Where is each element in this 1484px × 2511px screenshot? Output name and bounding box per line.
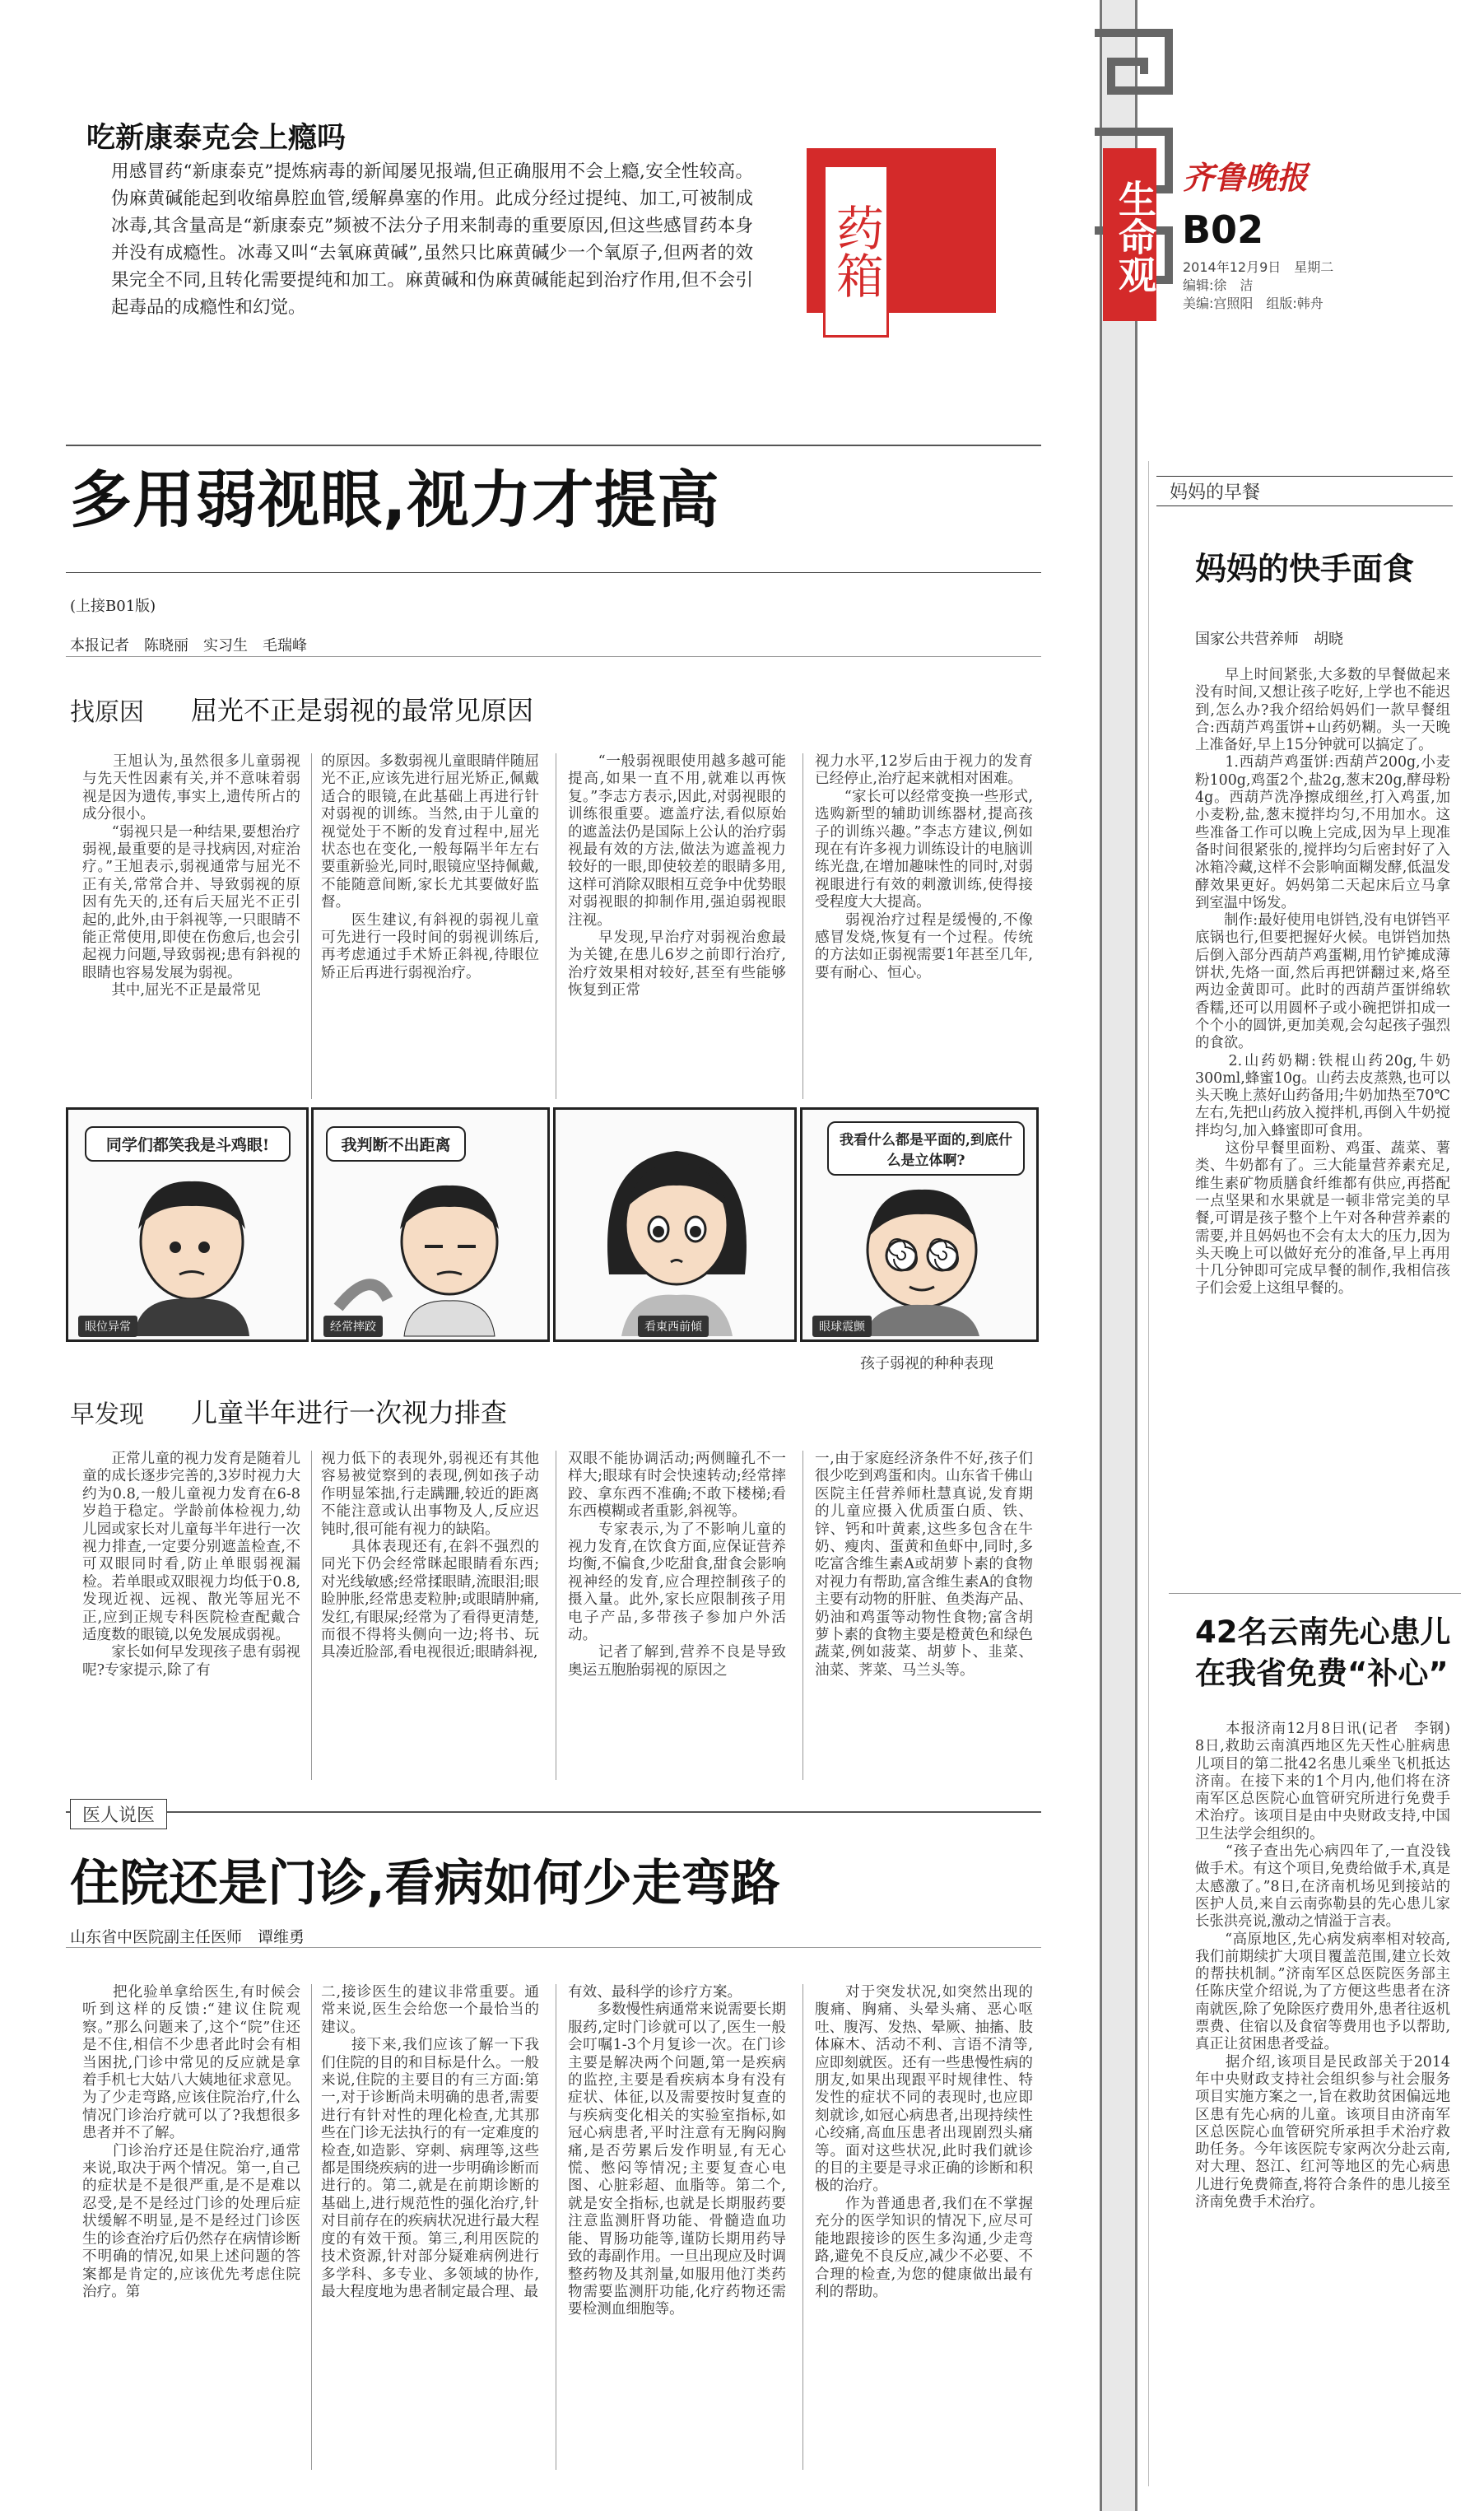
col-divider	[311, 1984, 312, 2470]
dizzy-boy-icon	[840, 1180, 1004, 1336]
right-column-divider	[1148, 461, 1149, 2486]
col-divider	[311, 753, 312, 1099]
breakfast-column-tag: 妈妈的早餐	[1156, 476, 1453, 506]
breakfast-text: 早上时间紧张,大多数的早餐做起来没有时间,又想让孩子吃好,上学也不能迟到,怎么办?我介绍给妈妈们一款早餐组合:西葫芦鸡蛋饼+山药奶糊。头一天晚上准备好,早上15分钟就可以搞定了。 1.西葫芦鸡蛋饼:西葫芦200g,小麦粉100g,鸡蛋2个,盐2g,葱末20g,酵母粉4g。西葫芦洗净擦成细丝,打入鸡蛋,加小麦粉,盐,葱末搅拌均匀,不用加水。这些准备工作可以晚上完成,因为早上现准备时间很紧张的,搅拌均匀后密封好了入冰箱冷藏,这样不会影响面糊发酵,低温发酵效果更好。妈妈第二天起床后立马拿到室温中饧发。 制作:最好使用电饼铛,没有电饼铛平底锅也行,但要把握好火候。电饼铛加热后倒入部分西葫芦鸡蛋糊,用竹铲摊成薄饼状,先烙一面,然后再把饼翻过来,烙至两边金黄即可。此时的西葫芦蛋饼绵软香糯,还可以用圆杯子或小碗把饼扣成一个个小的圆饼,更加美观,会勾起孩子强烈的食欲。 2.山药奶糊:铁棍山药20g,牛奶300ml,蜂蜜10g。山药去皮蒸熟,也可以头天晚上蒸好山药备用;牛奶加热至70℃左右,先把山药放入搅拌机,再倒入牛奶搅拌均匀,加入蜂蜜即可食用。 这份早餐里面粉、鸡蛋、蔬菜、薯类、牛奶都有了。三大能量营养素充足,维生素矿物质膳食纤维都有供应,再搭配一点坚果和水果就是一顿非常完美的早餐,可谓是孩子整个上午对各种营养素的需要,并且妈妈也不会有太大的压力,因为头天晚上可以做好充分的准备,早上再用十几分钟即可完成早餐的制作,我相信孩子们会爱上这组早餐的。	[1195, 667, 1450, 1297]
col-divider	[311, 1451, 312, 1780]
col-divider	[802, 1984, 803, 2470]
editor-line: 编辑:徐 洁	[1183, 277, 1254, 293]
comic-panel-3	[553, 1107, 797, 1342]
hospital-col-3: 有效、最科学的诊疗方案。 多数慢性病通常来说需要长期服药,定时门诊就可以了,医生一般会叮嘱1-3个月复诊一次。在门诊主要是解决两个问题,第一是疾病的监控,主要是看疾病本身有没有症状、体征,以及需要按时复查的与疾病变化相关的实验室指标,如冠心病患者,平时注意有无胸闷胸痛,是否劳累后发作明显,有无心慌、憋闷等情况;主要复查心电图、心脏彩超、血脂等。第二个,就是安全指标,也就是长期服药要注意监测肝肾功能、骨髓造血功能、胃肠功能等,谨防长期用药导致的毒副作用。一旦出现应及时调整药物及其剂量,如服用他汀类药物需要监测肝功能,化疗药物还需要检测血细胞等。	[568, 1984, 786, 2318]
comic-tag-2: 经常摔跤	[323, 1316, 383, 1337]
comic-panel-1	[66, 1107, 309, 1342]
comic-bubble-2: 我判断不出距离	[326, 1126, 466, 1162]
lead-headline: 多用弱视眼,视力才提高	[70, 464, 720, 536]
medicine-box-label: 药箱	[823, 165, 889, 338]
yunnan-text: 本报济南12月8日讯(记者 李钢) 8日,救助云南滇西地区先天性心脏病患儿项目的第二批42名患儿乘坐飞机抵达济南。在接下来的1个月内,他们将在济南军区总医院心血管研究所进行免费手术治疗。该项目是由中央财政支持,中国卫生法学会组织的。 “孩子查出先心病四年了,一直没钱做手术。有这个项目,免费给做手术,真是太感激了。”8日,在济南机场见到接站的医护人员,来自云南弥勒县的先心患儿家长张洪亮说,激动之情溢于言表。 “高原地区,先心病发病率相对较高,我们前期续扩大项目覆盖范围,建立长效的帮扶机制。”济南军区总医院医务部主任陈庆堂介绍说,为了方便这些患者在济南就医,除了免除医疗费用外,患者往返机票费、住宿以及食宿等费用也予以帮助,真正让贫困患者受益。 据介绍,该项目是民政部关于2014年中央财政支持社会组织参与社会服务项目实施方案之一,旨在救助贫困偏远地区患有先心病的儿童。该项目由济南军区总医院心血管研究所承担手术治疗救助任务。今年该医院专家两次分赴云南,对大理、怒江、红河等地区的先心病患儿进行免费筛查,将符合条件的患儿接至济南免费手术治疗。	[1195, 1721, 1450, 2211]
design-line: 美编:宫照阳 组版:韩舟	[1183, 296, 1324, 311]
sec1-col-4: 视力水平,12岁后由于视力的发育已经停止,治疗起来就相对困难。 “家长可以经常变换一些形式,选购新型的辅助训练器材,提高孩子的训练兴趣。”李志方建议,例如现在有许多视力训练设计的电脑训练光盘,在增加趣味性的同时,对弱视眼进行有效的刺激训练,使得接受程度大大提高。 弱视治疗过程是缓慢的,不像感冒发烧,恢复有一个过程。传统的方法如正弱视需要1年甚至几年,要有耐心、恒心。	[815, 753, 1033, 981]
col-divider	[802, 1451, 803, 1780]
girl-figure-icon	[588, 1126, 765, 1336]
hospital-col-4: 对于突发状况,如突然出现的腹痛、胸痛、头晕头痛、恶心呕吐、腹泻、发热、晕厥、抽搐、肢体麻木、活动不利、言语不清等,应即刻就医。还有一些患慢性病的朋友,如果出现跟平时规律性、特发性的症状不同的表现时,也应即刻就诊,如冠心病患者,出现持续性心绞痛,高血压患者出现剧烈头痛等。面对这些状况,此时我们就诊的目的主要是寻求正确的诊断和积极的治疗。 作为普通患者,我们在不掌握充分的医学知识的情况下,应尽可能地跟接诊的医生多沟通,少走弯路,避免不良反应,减少不必要、不合理的检查,为您的健康做出最有利的帮助。	[815, 1984, 1033, 2300]
comic-tag-1: 眼位异常	[78, 1316, 137, 1337]
breakfast-author: 国家公共营养师 胡晓	[1195, 631, 1343, 648]
comic-bubble-1: 同学们都笑我是斗鸡眼!	[85, 1126, 291, 1162]
comic-tag-3: 看東西前傾	[638, 1316, 709, 1337]
lead-top-rule	[66, 445, 1041, 446]
paper-logo: 齐鲁晚报	[1183, 159, 1309, 196]
lead-headline-rule	[66, 572, 1041, 573]
hospital-headline: 住院还是门诊,看病如何少走弯路	[70, 1855, 780, 1912]
hospital-col-1: 把化验单拿给医生,有时候会听到这样的反馈:“建议住院观察。”那么问题来了,这个“院”住还是不住,相信不少患者此时会有相当困扰,门诊中常见的反应就是拿着手机七大姑八大姨地征求意见。为了少走弯路,应该住院治疗,什么情况门诊治疗就可以了?我想很多患者并不了解。 门诊治疗还是住院治疗,通常来说,取决于两个情况。第一,自己的症状是不是很严重,是不是难以忍受,是不是经过门诊的处理后症状缓解不明显,是不是经过门诊医生的诊查治疗后仍然存在病情诊断不明确的情况,如果上述问题的答案都是肯定的,应该优先考虑住院治疗。第	[82, 1984, 300, 2300]
subhead-2-title: 儿童半年进行一次视力排查	[191, 1397, 508, 1428]
comic-panel-2	[311, 1107, 550, 1342]
medicine-box-title: 吃新康泰克会上瘾吗	[86, 122, 347, 155]
lead-byline: 本报记者 陈晓丽 实习生 毛瑞峰	[70, 637, 307, 655]
subhead-2-tag: 早发现	[70, 1400, 144, 1429]
breakfast-title: 妈妈的快手面食	[1195, 551, 1415, 587]
yunnan-title: 42名云南先心患儿在我省免费“补心”	[1195, 1614, 1451, 1691]
sec1-col-2: 的原因。多数弱视儿童眼睛伴随屈光不正,应该先进行屈光矫正,佩戴适合的眼镜,在此基础上再进行针对弱视的训练。当然,由于儿童的视觉处于不断的发育过程中,屈光状态也在变化,一般每隔半年左右要重新验光,同时,眼镜应坚持佩戴,不能随意间断,家长尤其要做好监督。 医生建议,有斜视的弱视儿童可先进行一段时间的弱视训练后,再考虑通过手术矫正斜视,待眼位矫正后再进行弱视治疗。	[321, 753, 539, 981]
byline-rule	[66, 656, 1041, 657]
date-line: 2014年12月9日 星期二	[1183, 259, 1334, 275]
section-banner: 生命观	[1103, 148, 1156, 321]
sec2-col-3: 双眼不能协调活动;两侧瞳孔不一样大;眼球有时会快速转动;经常摔跤、拿东西不准确;不敢下楼梯;看东西模糊或者重影,斜视等。 专家表示,为了不影响儿童的视力发育,在饮食方面,应保证营养均衡,不偏食,少吃甜食,甜食会影响视神经的发育,应合理控制孩子的摄入量。此外,家长应限制孩子用电子产品,多带孩子参加户外活动。 记者了解到,营养不良是导致奥运五胞胎弱视的原因之	[568, 1451, 786, 1679]
comic-bubble-4: 我看什么都是平面的,到底什么是立体啊?	[827, 1121, 1025, 1176]
hospital-col-2: 二,接诊医生的建议非常重要。通常来说,医生会给您一个最恰当的建议。 接下来,我们应该了解一下我们住院的目的和目标是什么。一般来说,住院的主要目的有三方面:第一,对于诊断尚未明确的患者,需要进行有针对性的理化检查,尤其那些在门诊无法执行的有一定难度的检查,如造影、穿刺、病理等,这些都是围绕疾病的进一步明确诊断而进行的。第二,就是在前期诊断的基础上,进行规范性的强化治疗,针对目前存在的疾病状况进行最大程度的有效干预。第三,利用医院的技术资源,针对部分疑难病例进行多学科、多专业、多领域的协作,最大程度地为患者制定最合理、最	[321, 1984, 539, 2300]
sec1-col-3: “一般弱视眼使用越多越可能提高,如果一直不用,就难以再恢复。”李志方表示,因此,对弱视眼的训练很重要。遮盖疗法,看似原始的遮盖法仍是国际上公认的治疗弱视最有效的方法,做法为遮盖视力较好的一眼,即使较差的眼睛多用,这样可消除双眼相互竞争中优势眼对弱视眼的抑制作用,强迫弱视眼注视。 早发现,早治疗对弱视治愈最为关键,在患儿6岁之前即行治疗,治疗效果相对较好,甚至有些能够恢复到正常	[568, 753, 786, 999]
subhead-1-title: 屈光不正是弱视的最常见原因	[191, 695, 534, 726]
boy-figure-icon	[114, 1172, 270, 1336]
subhead-1-tag: 找原因	[70, 698, 144, 727]
sec1-col-1: 王旭认为,虽然很多儿童弱视与先天性因素有关,并不意味着弱视是因为遗传,事实上,遗传所占的成分很小。 “弱视只是一种结果,要想治疗弱视,最重要的是寻找病因,对症治疗。”王旭表示,弱视通常与屈光不正有关,常常合并、导致弱视的原因有先天的,还有后天屈光不正引起的,此外,由于斜视等,一只眼睛不能正常使用,即使在伤愈后,也会引起视力问题,导致弱视;患有斜视的眼睛也容易发展为弱视。 其中,屈光不正是最常见	[82, 753, 300, 999]
sec2-col-1: 正常儿童的视力发育是随着儿童的成长逐步完善的,3岁时视力大约为0.8,一般儿童视力发育在6-8岁趋于稳定。学龄前体检视力,幼儿园或家长对儿童每半年进行一次视力排查,一定要分别遮盖检查,不可双眼同时看,防止单眼弱视漏检。若单眼或双眼视力均低于0.8,发现近视、远视、散光等屈光不正,应到正规专科医院检查配戴合适度数的眼镜,以免发展成弱视。 家长如何早发现孩子患有弱视呢?专家提示,除了有	[82, 1451, 300, 1679]
comic-caption: 孩子弱视的种种表现	[860, 1355, 993, 1372]
col-divider	[802, 753, 803, 1099]
hospital-column-tag: 医人说医	[70, 1799, 167, 1829]
falling-boy-icon	[330, 1167, 536, 1336]
yunnan-top-rule	[1169, 1593, 1461, 1594]
hospital-byline: 山东省中医院副主任医师 谭维勇	[70, 1928, 305, 1946]
masthead-border-strip	[1100, 0, 1137, 2511]
hospital-top-rule	[66, 1811, 1041, 1813]
sec2-col-2: 视力低下的表现外,弱视还有其他容易被觉察到的表现,例如孩子动作明显笨拙,行走蹒跚,较近的距离不能注意或认出事物及人,反应迟钝时,很可能有视力的缺陷。 具体表现还有,在斜不强烈的同光下仍会经常眯起眼睛看东西;对光线敏感;经常揉眼睛,流眼泪;眼睑肿胀,经常患麦粒肿;或眼睛肿痛,发红,有眼屎;经常为了看得更清楚,而很不得将头侧向一边;将书、玩具凑近脸部,看电视很近;眼睛斜视,	[321, 1451, 539, 1661]
hospital-byline-rule	[66, 1947, 1041, 1948]
lead-continued: (上接B01版)	[70, 598, 156, 615]
comic-panel-4	[800, 1107, 1039, 1342]
sec2-col-4: 一,由于家庭经济条件不好,孩子们很少吃到鸡蛋和肉。山东省千佛山医院主任营养师杜慧真说,发育期的儿童应摄入优质蛋白质、铁、锌、钙和叶黄素,这些多包含在牛奶、瘦肉、蛋黄和鱼虾中,同时,多吃富含维生素A或胡萝卜素的食物对视力有帮助,富含维生素A的食物主要有动物的肝脏、鱼类海产品、奶油和鸡蛋等动物性食物;富含胡萝卜素的食物主要是橙黄色和绿色蔬菜,例如菠菜、胡萝卜、韭菜、油菜、荠菜、马兰头等。	[815, 1451, 1033, 1679]
page-number: B02	[1182, 207, 1264, 252]
medicine-box-text: 用感冒药“新康泰克”提炼病毒的新闻屡见报端,但正确服用不会上瘾,安全性较高。伪麻黄碱能起到收缩鼻腔血管,缓解鼻塞的作用。此成分经过提纯、加工,可被制成冰毒,其含量高是“新康泰克”频被不法分子用来制毒的重要原因,但这些感冒药本身并没有成瘾性。冰毒又叫“去氧麻黄碱”,虽然只比麻黄碱少一个氧原子,但两者的效果完全不同,且转化需要提纯和加工。麻黄碱和伪麻黄碱能起到治疗作用,但不会引起毒品的成瘾性和幻觉。	[111, 161, 753, 318]
comic-tag-4: 眼球震颤	[812, 1316, 872, 1337]
